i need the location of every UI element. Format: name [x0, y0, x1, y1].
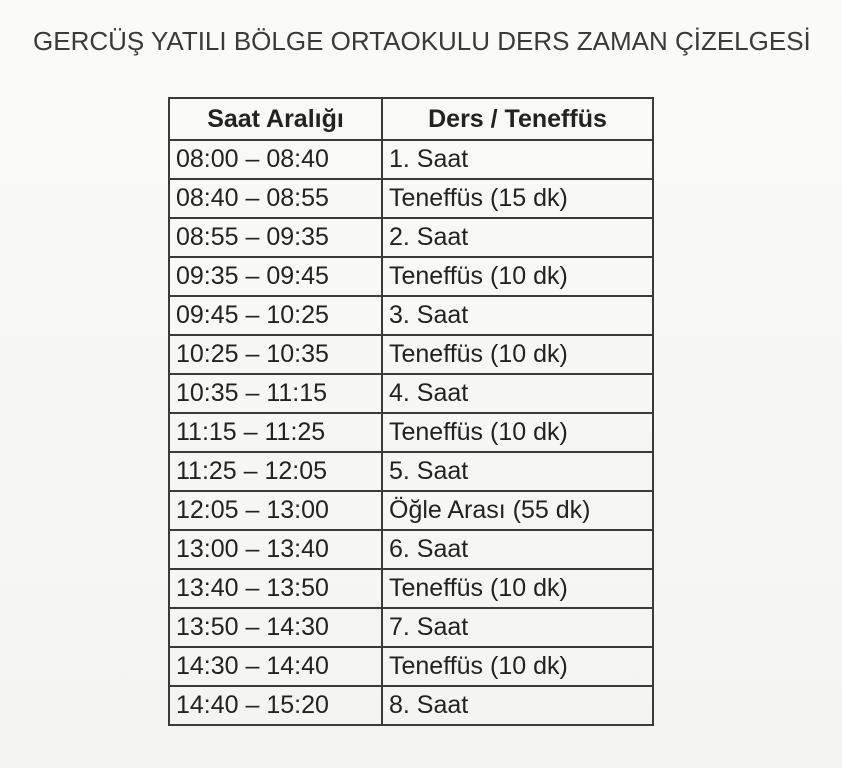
- lesson-cell: Teneffüs (10 dk): [382, 569, 653, 608]
- table-row: [169, 179, 653, 218]
- time-range-cell: 10:25 – 10:35: [169, 335, 382, 374]
- time-range-cell: 08:00 – 08:40: [169, 140, 382, 179]
- page-title: GERCÜŞ YATILI BÖLGE ORTAOKULU DERS ZAMAN ÇİZELGESİ: [33, 26, 811, 56]
- lesson-cell: Teneffüs (10 dk): [382, 257, 653, 296]
- header-time-range: Saat Aralığı: [169, 98, 382, 140]
- lesson-cell: 6. Saat: [382, 530, 653, 569]
- table-row: [169, 608, 653, 647]
- time-range-cell: 08:55 – 09:35: [169, 218, 382, 257]
- time-range-cell: 13:40 – 13:50: [169, 569, 382, 608]
- table-row: [169, 296, 653, 335]
- time-range-cell: 11:15 – 11:25: [169, 413, 382, 452]
- table-row: [169, 218, 653, 257]
- time-range-cell: 11:25 – 12:05: [169, 452, 382, 491]
- table-row: [169, 647, 653, 686]
- lesson-cell: 5. Saat: [382, 452, 653, 491]
- table-row: [169, 140, 653, 179]
- time-range-cell: 14:40 – 15:20: [169, 686, 382, 725]
- table-row: [169, 374, 653, 413]
- time-range-cell: 13:50 – 14:30: [169, 608, 382, 647]
- table-row: [169, 413, 653, 452]
- schedule-table: [168, 97, 654, 726]
- lesson-cell: 4. Saat: [382, 374, 653, 413]
- header-lesson-break: Ders / Teneffüs: [382, 98, 653, 140]
- table-row: [169, 569, 653, 608]
- time-range-cell: 14:30 – 14:40: [169, 647, 382, 686]
- lesson-cell: 2. Saat: [382, 218, 653, 257]
- lesson-cell: 3. Saat: [382, 296, 653, 335]
- lesson-cell: 1. Saat: [382, 140, 653, 179]
- table-row: [169, 452, 653, 491]
- lesson-cell: 7. Saat: [382, 608, 653, 647]
- lesson-cell: Teneffüs (10 dk): [382, 647, 653, 686]
- time-range-cell: 09:35 – 09:45: [169, 257, 382, 296]
- lesson-cell: Teneffüs (10 dk): [382, 413, 653, 452]
- time-range-cell: 13:00 – 13:40: [169, 530, 382, 569]
- time-range-cell: 12:05 – 13:00: [169, 491, 382, 530]
- table-row: [169, 257, 653, 296]
- table-row: [169, 530, 653, 569]
- lesson-cell: Öğle Arası (55 dk): [382, 491, 653, 530]
- table-header-row: [169, 98, 653, 140]
- time-range-cell: 10:35 – 11:15: [169, 374, 382, 413]
- table-row: [169, 491, 653, 530]
- lesson-cell: Teneffüs (15 dk): [382, 179, 653, 218]
- table-row: [169, 335, 653, 374]
- lesson-cell: Teneffüs (10 dk): [382, 335, 653, 374]
- schedule-body: [169, 140, 653, 725]
- time-range-cell: 09:45 – 10:25: [169, 296, 382, 335]
- lesson-cell: 8. Saat: [382, 686, 653, 725]
- table-row: [169, 686, 653, 725]
- time-range-cell: 08:40 – 08:55: [169, 179, 382, 218]
